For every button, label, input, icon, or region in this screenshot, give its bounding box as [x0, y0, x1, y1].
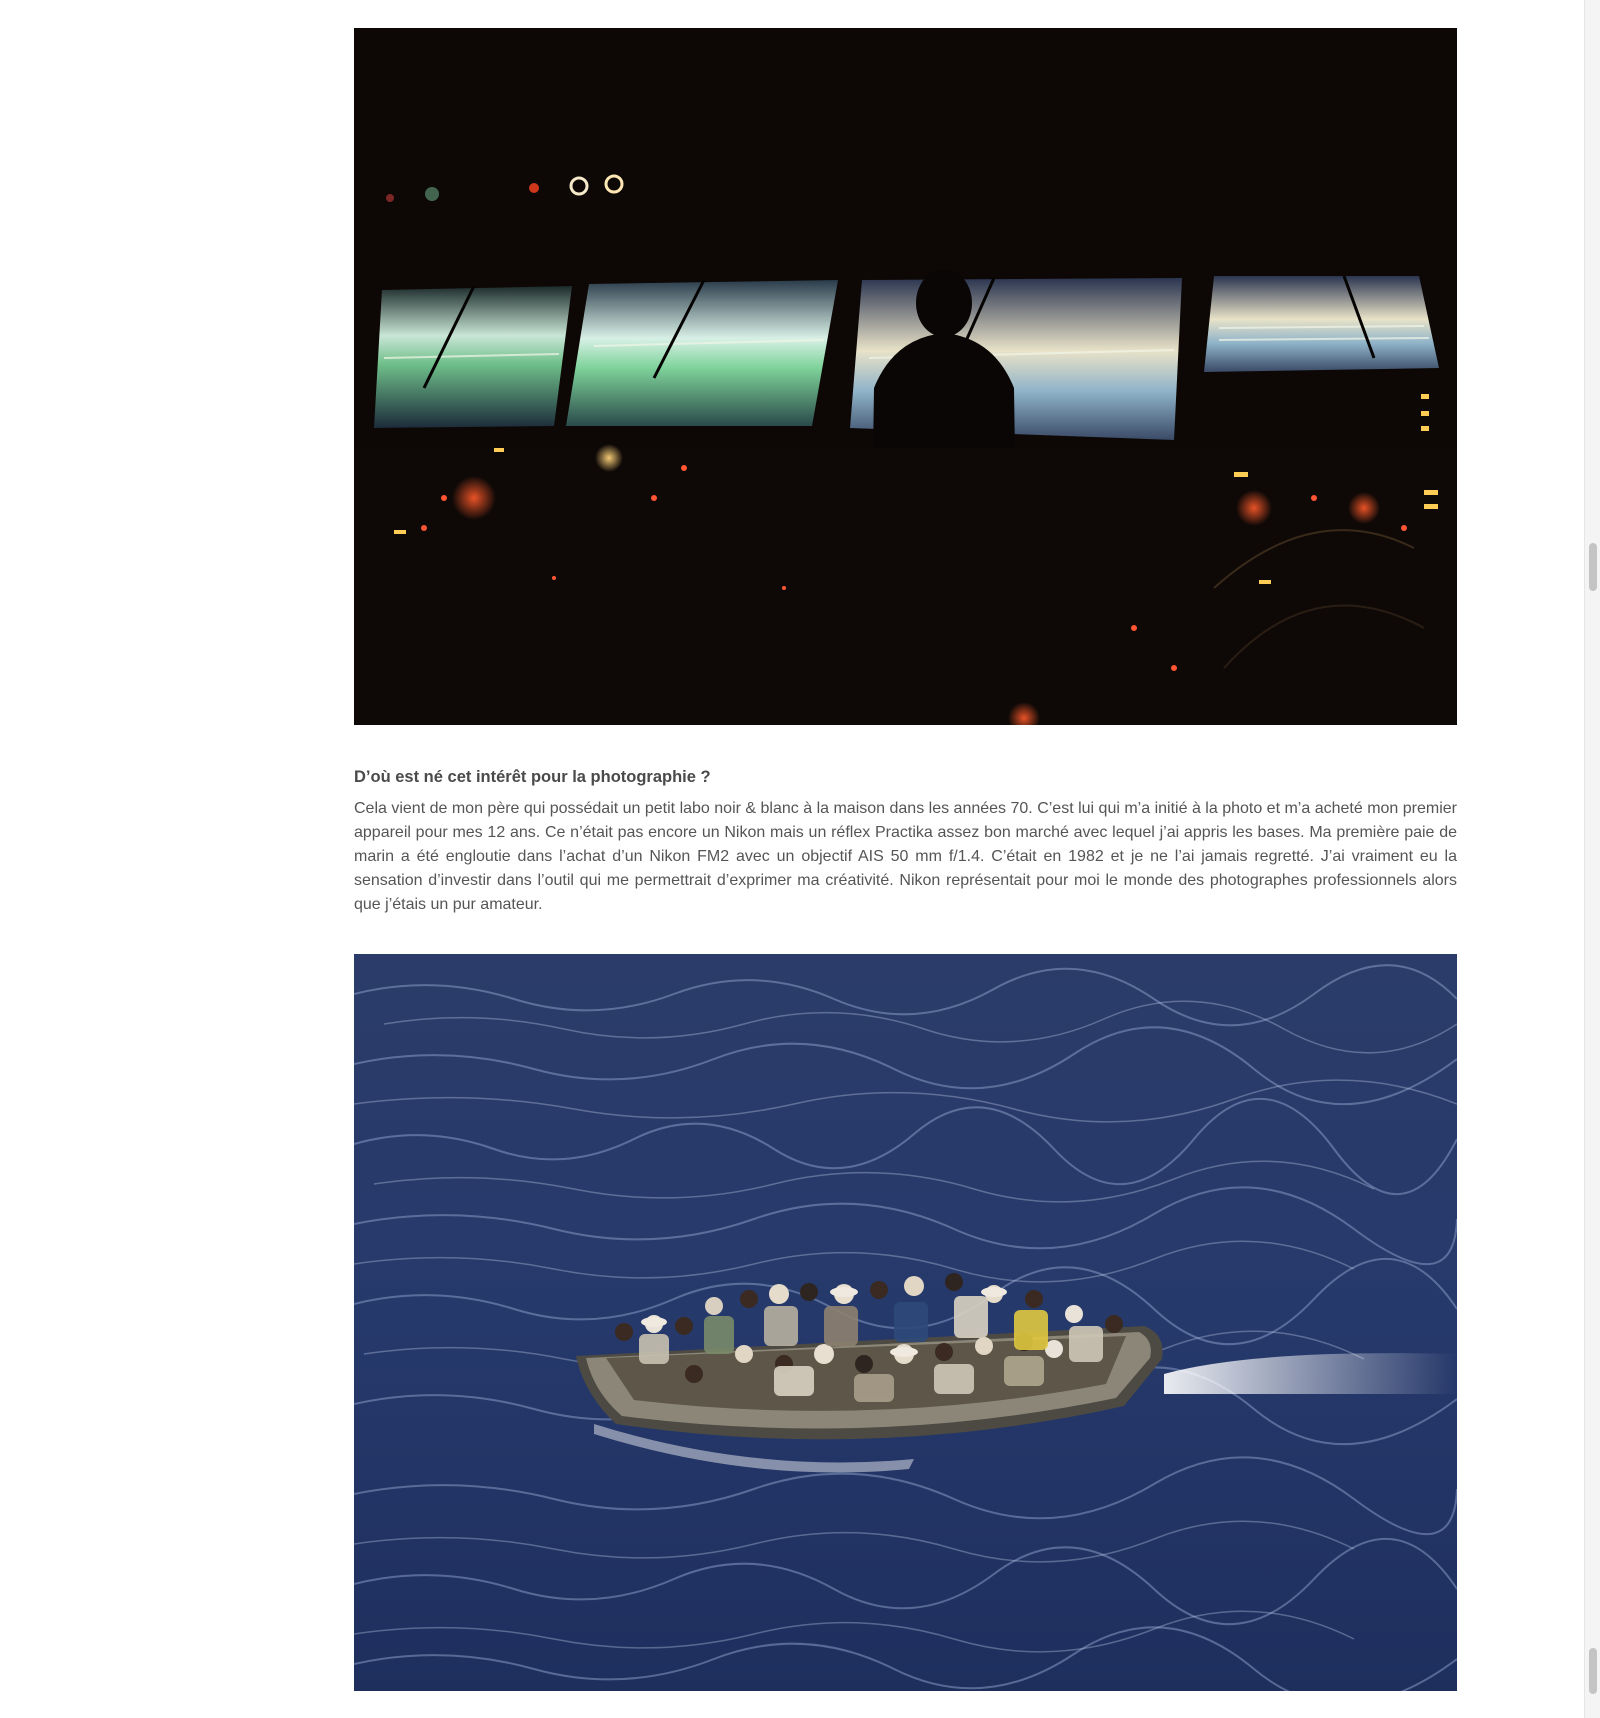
interview-answer: Cela vient de mon père qui possédait un petit labo noir & blanc à la maison dans les années 70. C’est lui qui m’a initié à la photo et m’a acheté mon premier appareil pour mes 12 ans. Ce n’était pas encore un Nikon mais un réflex Practika assez bon marché avec lequel j’ai appris les bases. Ma première paie de marin a été engloutie dans l’achat d’un Nikon FM2 avec un objectif AIS 50 mm f/1.4. C’était en 1982 et je ne l’ai jamais regretté. J’ai vraiment eu la sensation d’investir dans l’outil qui me permettrait d’exprimer ma créativité. Nikon représentait pour moi le monde des photographes professionnels alors que j’étais un pur amateur. — [354, 800, 1457, 913]
boat-at-sea-photo — [354, 954, 1457, 1691]
interview-question: D’où est né cet intérêt pour la photographie ? — [354, 768, 711, 786]
article-column — [354, 0, 1457, 1718]
page-scrollbar[interactable] — [1584, 0, 1600, 1718]
scrollbar-thumb-secondary[interactable] — [1589, 1648, 1597, 1694]
ship-bridge-night-photo — [354, 28, 1457, 725]
scrollbar-thumb[interactable] — [1589, 543, 1597, 591]
